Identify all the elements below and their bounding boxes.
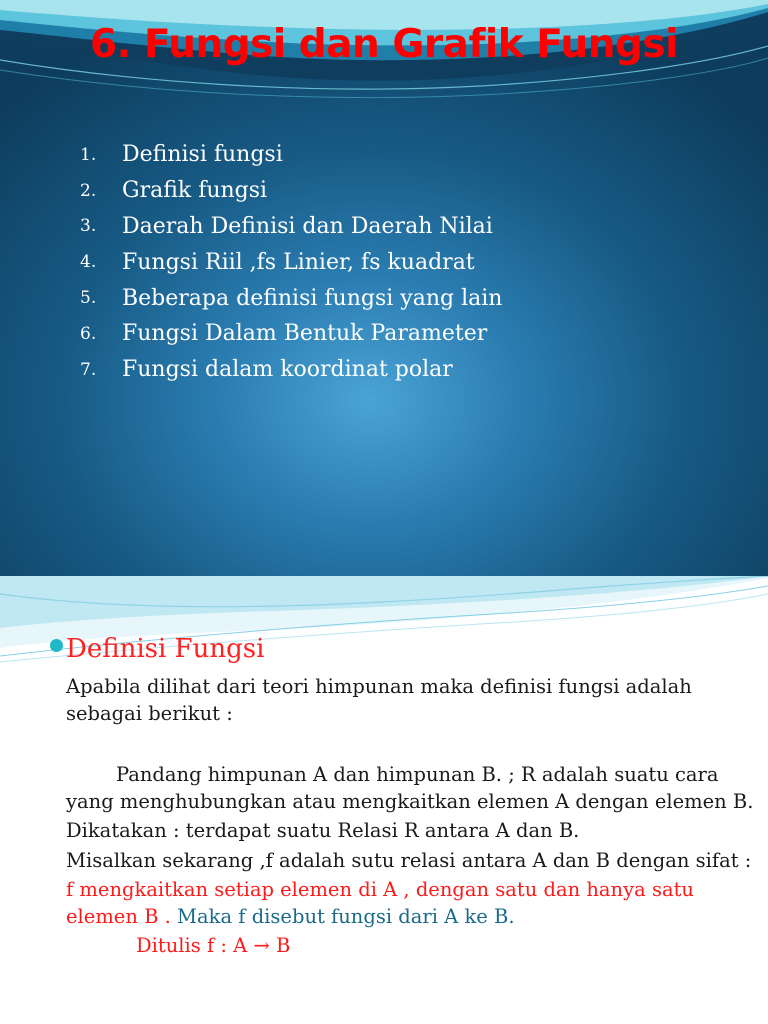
slide-title: 6. Fungsi dan Grafik Fungsi xyxy=(89,22,679,67)
definition-teal-text: Maka f disebut fungsi dari A ke B. xyxy=(170,904,515,928)
list-item-label: Fungsi dalam koordinat polar xyxy=(122,357,453,383)
list-number: 1. xyxy=(80,144,97,165)
slide-2 xyxy=(0,576,768,1024)
list-item xyxy=(80,209,502,245)
list-item xyxy=(80,244,502,280)
list-number: 3. xyxy=(80,216,97,237)
list-item-label: Definisi fungsi xyxy=(122,142,283,168)
section-heading: Definisi Fungsi xyxy=(66,634,265,664)
paragraph-intro: Apabila dilihat dari teori himpunan maka definisi fungsi adalah sebagai berikut : xyxy=(66,675,692,725)
list-item-label: Grafik fungsi xyxy=(122,178,268,204)
list-number: 5. xyxy=(80,288,97,309)
list-item-label: Fungsi Dalam Bentuk Parameter xyxy=(122,321,488,347)
list-item xyxy=(80,316,502,352)
paragraph-relation-f: Misalkan sekarang ,f adalah sutu relasi antara A dan B dengan sifat : xyxy=(66,848,752,872)
list-number: 4. xyxy=(80,252,97,273)
list-item-label: Fungsi Riil ,fs Linier, fs kuadrat xyxy=(122,249,475,275)
list-number: 7. xyxy=(80,359,97,380)
notation-line: Ditulis f : A → B xyxy=(136,934,291,957)
definition-body xyxy=(66,674,756,960)
topic-list xyxy=(80,137,502,388)
list-item xyxy=(80,173,502,209)
paragraph-relation: Pandang himpunan A dan himpunan B. ; R adalah suatu cara yang menghubungkan atau mengkaitkan elemen A dengan elemen B. xyxy=(66,763,754,813)
paragraph-relation-r: Dikatakan : terdapat suatu Relasi R antara A dan B. xyxy=(66,819,580,842)
list-item-label: Beberapa definisi fungsi yang lain xyxy=(122,285,503,311)
list-item xyxy=(80,352,502,388)
list-item-label: Daerah Definisi dan Daerah Nilai xyxy=(122,213,493,239)
list-item xyxy=(80,280,502,316)
list-item xyxy=(80,137,502,173)
bullet-icon xyxy=(50,639,63,652)
list-number: 6. xyxy=(80,323,97,344)
list-number: 2. xyxy=(80,180,97,201)
definition-red-text: f mengkaitkan setiap elemen di A , dengan satu dan hanya satu elemen B . xyxy=(66,878,694,928)
paragraph-function-definition xyxy=(66,877,756,930)
